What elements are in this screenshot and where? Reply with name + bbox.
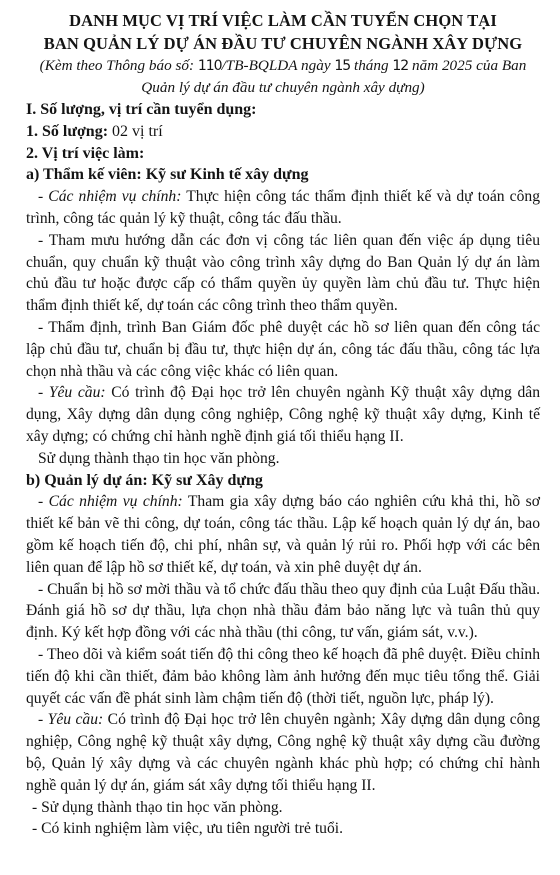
reference-month-handwritten: 12 (392, 58, 409, 74)
position-b-experience: - Có kinh nghiệm làm việc, ưu tiên người trẻ tuổi. (32, 820, 343, 838)
position-a-heading (26, 164, 540, 186)
position-b-role: Kỹ sư Xây dựng (151, 471, 263, 489)
quantity-value: 02 vị trí (108, 122, 163, 140)
position-a-label: a) Thẩm kế viên: (26, 166, 146, 184)
reference-month-label: tháng (350, 57, 393, 74)
reference-number-handwritten: 110 (197, 58, 222, 74)
document-reference-note (26, 55, 540, 77)
position-a-requirements-text: Có trình độ Đại học trở lên chuyên ngành Kỹ thuật xây dựng dân dụng, Xây dựng dân dụng công nghiệp, Công nghệ kỹ thuật xây dựng, Kinh tế xây dựng; có chứng chỉ hành nghề định giá tối thiểu hạng II. (26, 384, 540, 445)
reference-prefix: (Kèm theo Thông báo số: (39, 57, 198, 74)
reference-suffix: năm 2025 của Ban (408, 57, 527, 74)
position-a-duties-text: Thực hiện công tác thẩm định thiết kế và dự toán công trình, công tác quản lý kỹ thuật, công tác đấu thầu. (26, 188, 540, 227)
reference-note-line2: Quản lý dự án đầu tư chuyên ngành xây dựng) (141, 79, 425, 96)
position-a-paragraph-3: - Thẩm định, trình Ban Giám đốc phê duyệt các hồ sơ liên quan đến công tác lập chủ đầu tư, chuẩn bị đầu tư, thực hiện dự án, công tác đấu thầu, công tác lựa chọn nhà thầu và các công việc khác có liên quan. (26, 318, 540, 380)
document-title-line1: DANH MỤC VỊ TRÍ VIỆC LÀM CẦN TUYỂN CHỌN TẠI (69, 11, 497, 30)
position-b-requirements-label: - Yêu cầu: (38, 711, 104, 729)
position-b-duties-label: - Các nhiệm vụ chính: (38, 493, 183, 511)
position-a-requirements (26, 382, 540, 447)
reference-code: /TB-BQLDA ngày (221, 57, 335, 74)
position-b-label: b) Quản lý dự án: (26, 471, 152, 489)
position-a-paragraph-2: - Tham mưu hướng dẫn các đơn vị công tác liên quan đến việc áp dụng tiêu chuẩn, quy chuẩn kỹ thuật vào công trình xây dựng do Ban Quản lý dự án làm chủ đầu tư hoặc được cấp có thẩm quyền ủy quyền làm chủ đầu tư. Thực hiện thẩm định thiết kế, dự toán các công trình theo thẩm quyền. (26, 231, 540, 315)
position-a-duties-label: - Các nhiệm vụ chính: (38, 188, 182, 206)
position-b-paragraph-3: - Theo dõi và kiểm soát tiến độ thi công theo kế hoạch đã phê duyệt. Điều chỉnh tiến độ khi cần thiết, đảm bảo không làm ảnh hưởng đến mục tiêu tổng thể. Giải quyết các vấn đề phát sinh làm chậm tiến độ (thời tiết, nguồn lực, pháp lý). (26, 645, 540, 707)
position-b-duties (26, 491, 540, 578)
position-a-role: Kỹ sư Kinh tế xây dựng (145, 166, 309, 184)
position-a-duties (26, 186, 540, 230)
position-b-heading (26, 470, 540, 492)
section-heading-quantity-positions: I. Số lượng, vị trí cần tuyển dụng: (26, 101, 257, 118)
position-b-requirements (26, 709, 540, 796)
positions-heading: 2. Vị trí việc làm: (26, 144, 145, 162)
position-b-requirements-text: Có trình độ Đại học trở lên chuyên ngành; Xây dựng dân dụng công nghiệp, Công nghệ kỹ thuật xây dựng, Công nghệ kỹ thuật xây dựng cầu đường bộ, Quản lý xây dựng và các chuyên ngành khác phù hợp; có chứng chỉ hành nghề quản lý dự án, giám sát xây dựng tối thiểu hạng II. (26, 711, 541, 794)
document-title-line2: BAN QUẢN LÝ DỰ ÁN ĐẦU TƯ CHUYÊN NGÀNH XÂY DỰNG (43, 34, 523, 53)
reference-day-handwritten: 15 (334, 58, 351, 74)
quantity-label: 1. Số lượng: (26, 122, 109, 140)
quantity-line (26, 121, 540, 143)
position-a-it-skill: Sử dụng thành thạo tin học văn phòng. (38, 449, 280, 467)
position-b-it-skill: - Sử dụng thành thạo tin học văn phòng. (32, 798, 283, 816)
position-b-duties-text: Tham gia xây dựng báo cáo nghiên cứu khả thi, hồ sơ thiết kế bản vẽ thi công, dự toán, công tác thầu. Lập kế hoạch quản lý dự án, bao gồm kế hoạch tiến độ, chi phí, nhân sự, và quản lý rủi ro. Phối hợp với các bên liên quan để lập hồ sơ thiết kế, dự toán, và xin phê duyệt dự án. (26, 493, 540, 576)
position-b-paragraph-2: - Chuẩn bị hồ sơ mời thầu và tổ chức đấu thầu theo quy định của Luật Đấu thầu. Đánh giá hồ sơ dự thầu, lựa chọn nhà thầu đảm bảo năng lực và tuân thủ quy định. Ký kết hợp đồng với các nhà thầu (thi công, tư vấn, giám sát, v.v.). (26, 580, 540, 642)
position-a-requirements-label: - Yêu cầu: (38, 384, 106, 402)
